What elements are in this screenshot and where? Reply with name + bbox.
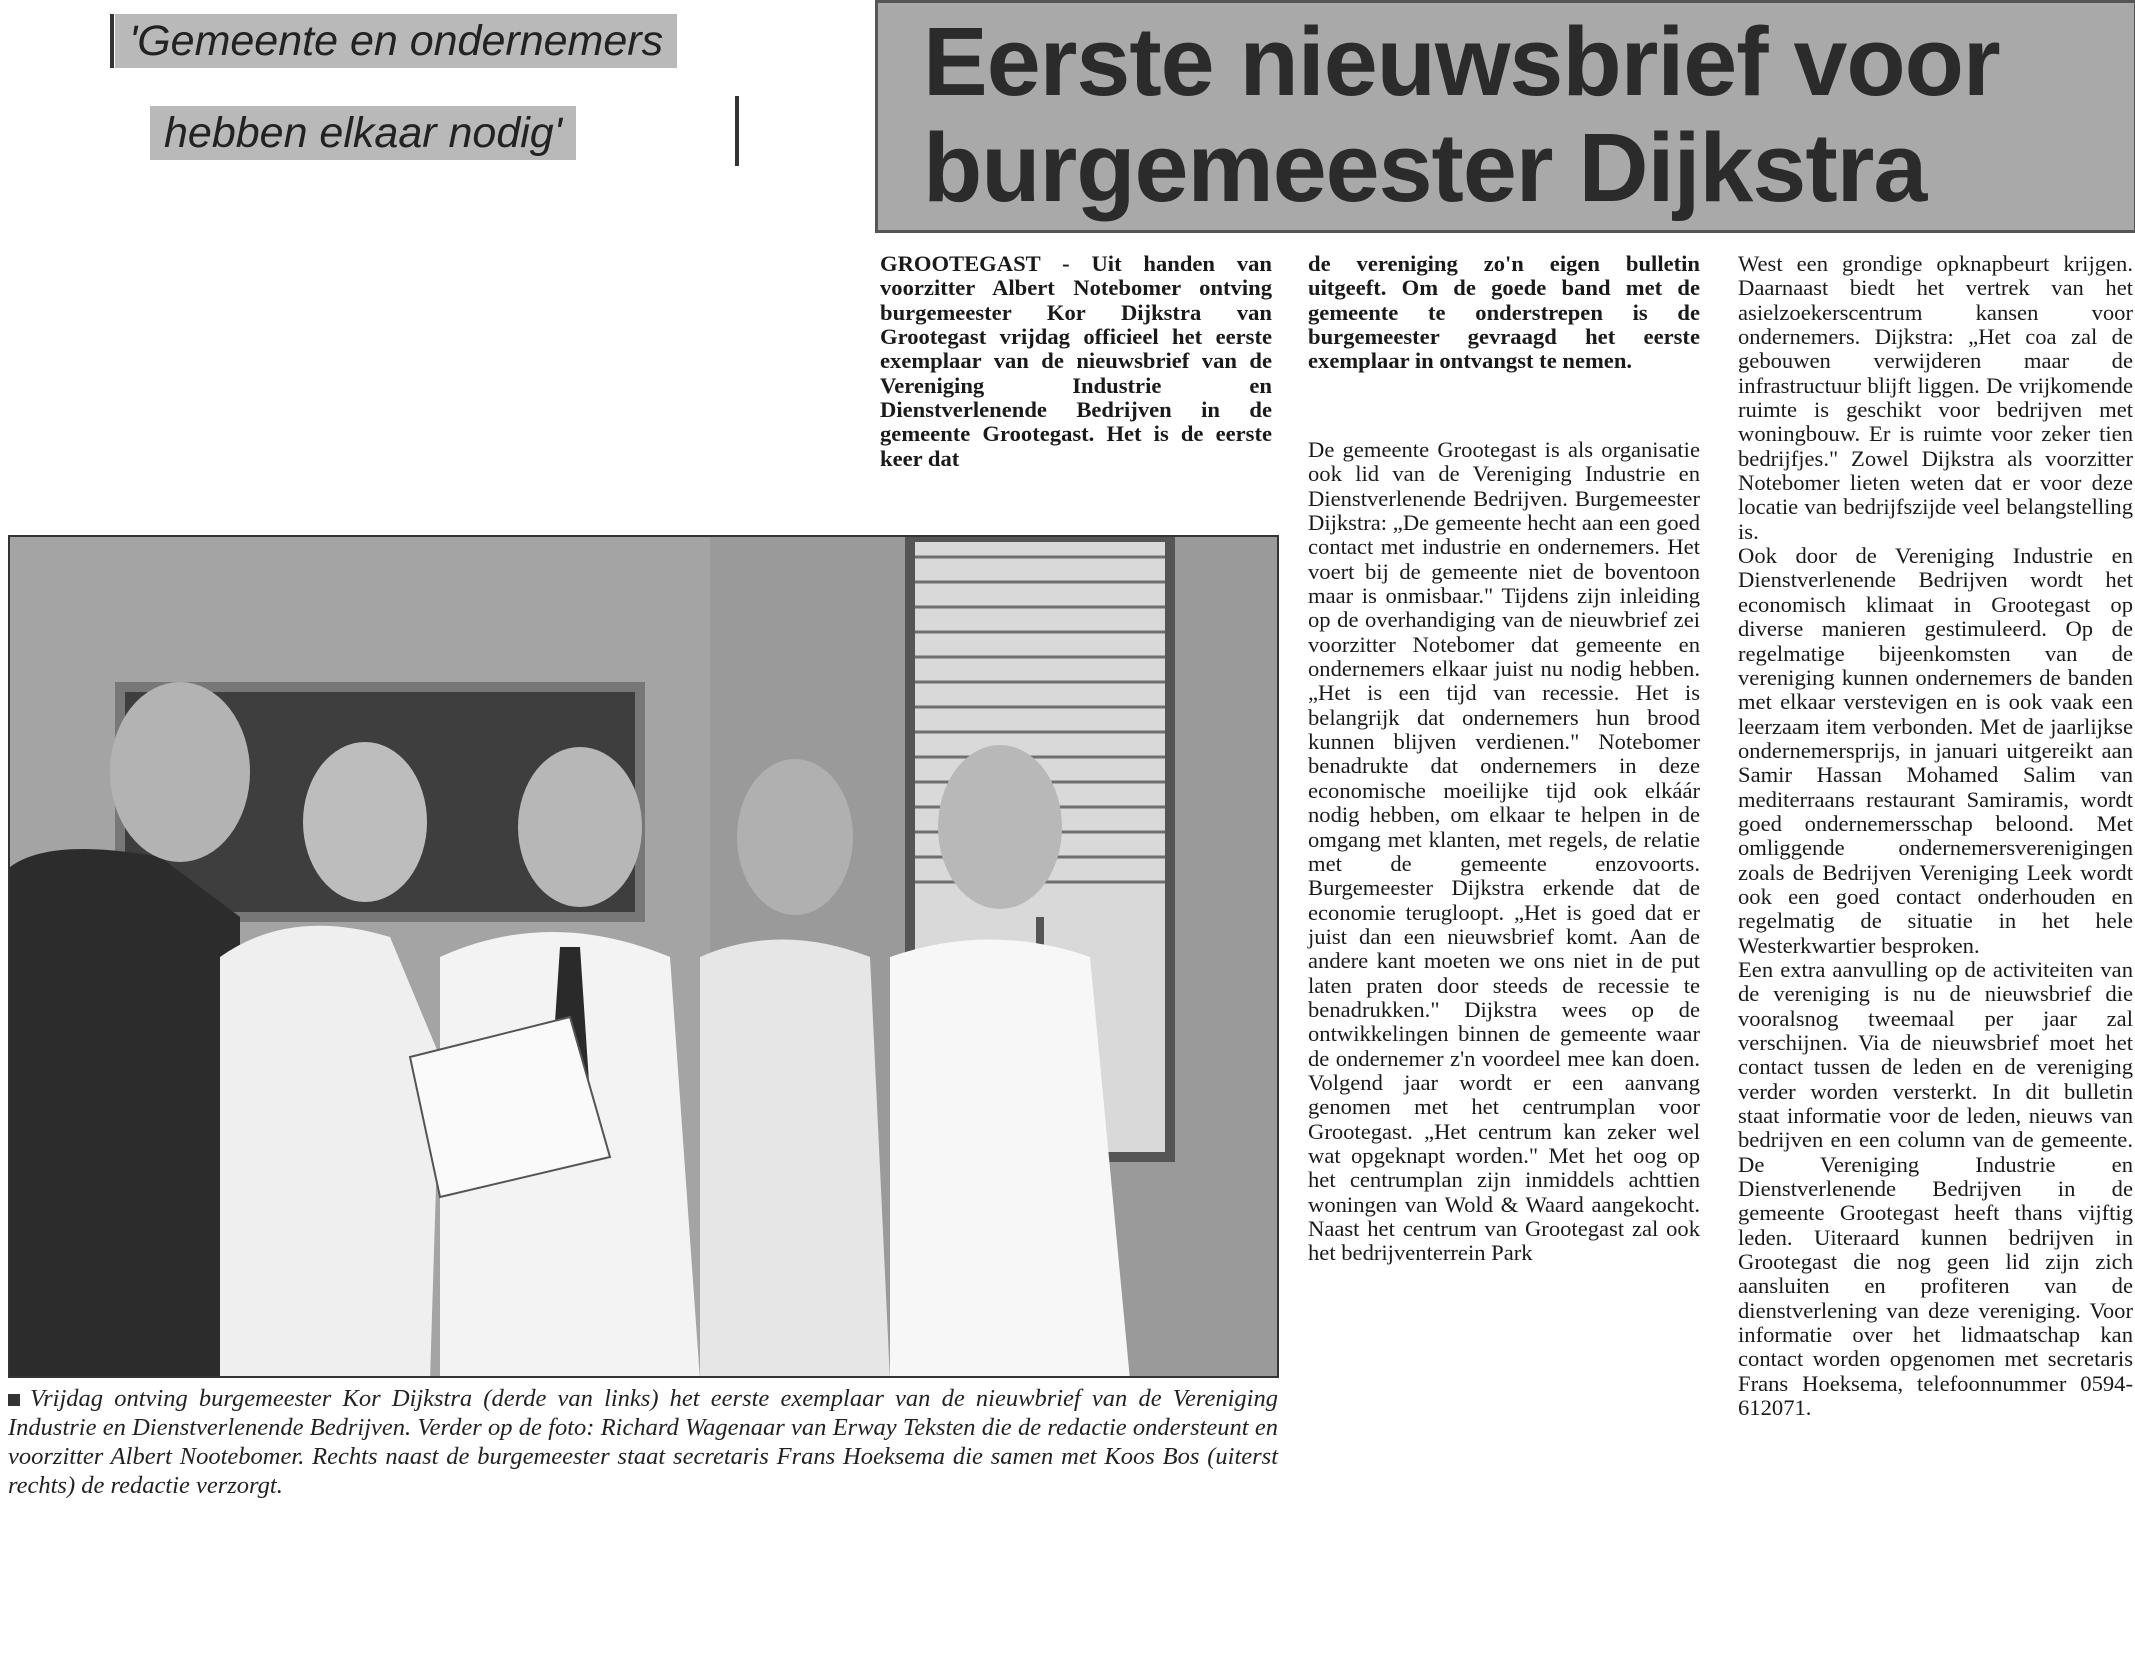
body-text-2: De gemeente Grootegast is als organisatie ook lid van de Vereniging Industrie en Dienstverlenende Bedrijven. Burgemeester Dijkstra: „De gemeente hecht aan een goed contact met industrie en ondernemers. Het voert bij de gemeente niet de boventoon maar is onmisbaar." Tijdens zijn inleiding op de overhandiging van de nieuwbrief zei voorzitter Notebomer dat gemeente en ondernemers elkaar juist nu nodig hebben. „Het is een tijd van recessie. Het is belangrijk dat ondernemers hun brood kunnen blijven verdienen." Notebomer benadrukte dat ondernemers in deze economische moeilijke tijd ook elkáár nodig hebben, om elkaar te helpen in de omgang met klanten, met regels, de relatie met de gemeente enzovoorts. Burgemeester Dijkstra erkende dat de economie terugloopt. „Het is goed dat er juist dan een nieuwsbrief komt. Aan de andere kant moeten we ons niet in de put laten praten door steeds de recessie te benadrukken." Dijkstra wees op de ontwikkelingen binnen de gemeente waar de ondernemer z'n voordeel mee kan doen. Volgend jaar wordt er een aanvang genomen met het centrumplan voor Grootegast. „Het centrum kan zeker wel wat opgeknapt worden." Met het oog op het centrumplan zijn inmiddels achttien woningen van Wold & Waard aangekocht. Naast het centrum van Grootegast zal ook het bedrijventerrein Park <box>1308 437 1700 1266</box>
quote-line-2: hebben elkaar nodig' <box>150 106 576 160</box>
headline <box>923 9 2123 221</box>
quote-divider-end <box>735 96 739 166</box>
body-text-3b: Ook door de Vereniging Industrie en Dienstverlenende Bedrijven wordt het economisch klimaat in Grootegast op diverse manieren gestimuleerd. Op de regelmatige bijeenkomsten van de vereniging kunnen ondernemers de banden met elkaar verstevigen en is ook vaak een leerzaam item verbonden. Met de jaarlijkse ondernemersprijs, in januari uitgereikt aan Samir Hassan Mohamed Salim van mediterraans restaurant Samiramis, wordt goed ondernemersschap beloond. Met omliggende ondernemersverenigingen zoals de Bedrijven Vereniging Leek wordt ook een goed contact onderhouden en regelmatig de situatie in het hele Westerkwartier besproken. <box>1738 543 2133 958</box>
article-photo <box>8 535 1279 1378</box>
quote-divider <box>110 14 114 68</box>
caption-bullet-icon <box>8 1394 20 1406</box>
lead-text-2: de vereniging zo'n eigen bulletin uitgeeft. Om de goede band met de gemeente te onderstrepen is de burgemeester gevraagd het eerste exemplaar in ontvangst te nemen. <box>1308 251 1700 374</box>
quote-line-1: 'Gemeente en ondernemers <box>115 14 677 68</box>
dateline: GROOTEGAST - <box>880 251 1092 276</box>
group-photo-illustration <box>10 537 1279 1378</box>
body-text-3a: West een grondige opknapbeurt krijgen. Daarnaast biedt het vertrek van het asielzoekerscentrum kansen voor ondernemers. Dijkstra: „Het coa zal de gebouwen verwijderen maar de infrastructuur blijft liggen. De vrijkomende ruimte is geschikt voor bedrijven met woningbouw. Er is ruimte voor zeker tien bedrijfjes." Zowel Dijkstra als voorzitter Notebomer lieten weten dat er voor deze locatie van bedrijfszijde veel belangstelling is. <box>1738 251 2133 544</box>
headline-line-1: Eerste nieuwsbrief voor <box>923 7 2000 116</box>
body-text-3c: Een extra aanvulling op de activiteiten van de vereniging is nu de nieuwsbrief die vooralsnog tweemaal per jaar zal verschijnen. Via de nieuwsbrief moet het contact tussen de leden en de vereniging verder worden versterkt. In dit bulletin staat informatie voor de leden, nieuws van bedrijven en een column van de gemeente. De Vereniging Industrie en Dienstverlenende Bedrijven in de gemeente Grootegast heeft thans vijftig leden. Uiteraard kunnen bedrijven in Grootegast die nog geen lid zijn zich aansluiten en profiteren van de dienstverlening van deze vereniging. Voor informatie over het lidmaatschap kan contact worden opgenomen met secretaris Frans Hoeksema, telefoonnummer 0594-612071. <box>1738 956 2133 1421</box>
headline-line-2: burgemeester Dijkstra <box>923 113 1927 222</box>
photo-caption <box>8 1384 1278 1500</box>
headline-box <box>875 0 2135 233</box>
article-lead-column-1 <box>880 252 1272 471</box>
caption-text: Vrijdag ontving burgemeester Kor Dijkstra (derde van links) het eerste exemplaar van de nieuwbrief van de Vereniging Industrie en Dienstverlenende Bedrijven. Verder op de foto: Richard Wagenaar van Erway Teksten die de redactie ondersteunt en voorzitter Albert Nootebomer. Rechts naast de burgemeester staat secretaris Frans Hoeksema die samen met Koos Bos (uiterst rechts) de redactie verzorgt. <box>8 1385 1278 1499</box>
article-body-column-2 <box>1308 438 1700 1266</box>
article-lead-column-2 <box>1308 252 1700 374</box>
lead-text-1: Uit handen van voorzitter Albert Notebomer ontving burgemeester Kor Dijkstra van Grootegast vrijdag officieel het eerste exemplaar van de nieuwsbrief van de Vereniging Industrie en Dienstverlenende Bedrijven in de gemeente Grootegast. Het is de eerste keer dat <box>880 251 1272 471</box>
article-body-column-3 <box>1738 252 2133 1421</box>
